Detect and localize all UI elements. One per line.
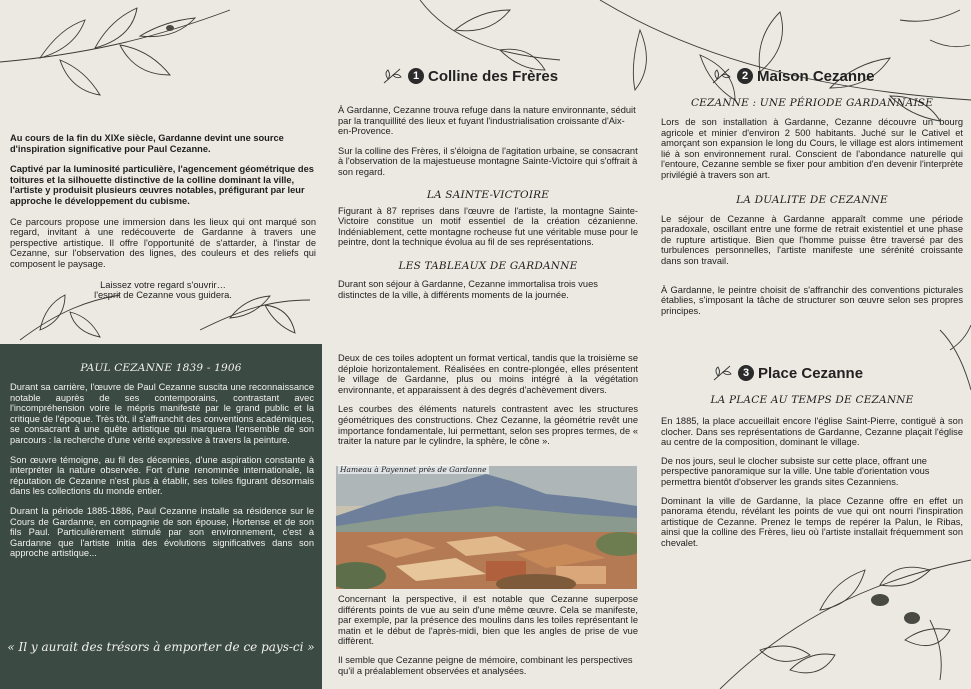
section-3-title: Place Cezanne: [758, 364, 864, 382]
section-1-paragraph-1: À Gardanne, Cezanne trouva refuge dans la nature environnante, séduit par la tranquillité des lieux et fuyant l'industrialisation croissante d'Aix-en-Provence.: [338, 105, 636, 137]
section-3-column: [661, 394, 963, 549]
section-1-paragraph-3: Figurant à 87 reprises dans l'œuvre de l'artiste, la montagne Sainte-Victoire constitue un motif essentiel de la création cézanienne. Indéniablement, cette montagne rocheuse fut une véritable muse pour le peintre, dont la technique évolua au fil de ses représentations.: [338, 205, 638, 248]
section-3-heading: [712, 364, 863, 382]
section-1-title: Colline des Frères: [428, 67, 559, 85]
section-1-subtitle-2: LES TABLEAUX DE GARDANNE: [398, 259, 578, 272]
olive-sprig-icon: [711, 67, 733, 85]
section-1-paragraph-4: Durant son séjour à Gardanne, Cezanne immortalisa trois vues distinctes de la ville, à différents moments de la journée.: [338, 278, 598, 300]
section-2-subtitle-1: CEZANNE : UNE PÉRIODE GARDANNAISE: [690, 97, 934, 109]
section-3-paragraph-1: En 1885, la place accueillait encore l'église Saint-Pierre, contiguë à son clocher. Dans ses représentations de Gardanne, Cezanne plaçait l'église au centre de la composition, dominant le village.: [661, 416, 963, 448]
section-1-paragraph-6: Les courbes des éléments naturels contrastent avec les structures géométriques des constructions. Chez Cezanne, la géométrie revêt une importance fondamentale, lui permettant, selon ses propres termes, de « traiter la nature par le cylindre, la sphère, le cône ».: [338, 404, 638, 447]
bio-paragraph-3: Durant la période 1885-1886, Paul Cezanne installe sa résidence sur le Cours de Gardanne, en compagnie de son épouse, Hortense et de son fils Paul. Particulièrement stimulé par son environnement, c'est à Gardanne que l'artiste initia des évolutions significatives dans son approche artistique...: [10, 505, 314, 559]
section-2-column: [661, 97, 963, 316]
section-2-paragraph-2: Le séjour de Cezanne à Gardanne apparaît comme une période paradoxale, oscillant entre une forme de retrait existentiel et une phase de rupture artistique. Bien que l'homme puisse être traversé par des turbulences personnelles, l'artiste manifeste une sérénité croissante dans son travail.: [661, 213, 963, 266]
cezanne-painting: [336, 466, 637, 589]
intro-paragraph: Ce parcours propose une immersion dans les lieux qui ont marqué son regard, invitant à une redécouverte de Gardanne à travers une perspective artistique. Il offre l'opportunité de s'attarder, à l'instar de Cezanne, sur l'observation des lignes, des couleurs et des reliefs qui composent le paysage.: [10, 216, 316, 269]
section-1-number: 1: [408, 68, 424, 84]
section-2-paragraph-3: À Gardanne, le peintre choisit de s'affranchir des conventions picturales établies, s'imposant la tâche de structurer son œuvre selon ses propres principes.: [661, 284, 963, 316]
section-2-paragraph-1: Lors de son installation à Gardanne, Cezanne découvre un bourg agricole et minier d'environ 2 500 habitants. Juché sur le Cativel et amorçant son expansion le long du Cours, le village est alors intimement lié à son environnement rural. Conscient de l'abondance naturelle qui l'entoure, Cezanne semble se fixer pour ambition d'en devenir l'interprète privilégié à travers son art.: [661, 117, 963, 180]
bio-title: PAUL CEZANNE 1839 - 1906: [80, 362, 242, 374]
section-1-column: [338, 105, 638, 300]
bio-panel: [0, 344, 322, 689]
section-1-column-bottom: [338, 594, 638, 676]
section-1-paragraph-8: Il semble que Cezanne peigne de mémoire, combinant les perspectives qu'il a préalablement observées et analysées.: [338, 654, 633, 676]
section-1-subtitle-1: LA SAINTE-VICTOIRE: [426, 188, 550, 201]
section-1-column-lower: [338, 353, 638, 447]
section-3-number: 3: [738, 365, 754, 381]
section-3-paragraph-3: Dominant la ville de Gardanne, la place Cezanne offre en effet un panorama étendu, révélant les points de vue qui ont nourri l'inspiration artistique de Cezanne. Prenez le temps de repérer la Palun, le Ribas, ainsi que la colline des Frères, lieu où l'artiste installait fréquemment son chevalet.: [661, 495, 963, 548]
olive-sprig-icon: [382, 67, 404, 85]
intro-closing-2: l'esprit de Cezanne vous guidera.: [94, 290, 232, 301]
section-3-paragraph-2: De nos jours, seul le clocher subsiste sur cette place, offrant une perspective panoramique sur la ville. Une table d'orientation vous permettra bientôt d'observer les grands sites Cezanniens.: [661, 455, 930, 487]
bio-paragraph-1: Durant sa carrière, l'œuvre de Paul Cezanne suscita une reconnaissance notable auprès de ses contemporains, contrastant avec l'incompréhension voire le mépris manifesté par le grand public et la critique de l'époque. Très tôt, il s'affranchit des conventions académiques, se consacrant à une quête artistique qui marquera l'ensemble de son parcours : la recherche d'une vérité expressive à travers la peinture.: [10, 382, 314, 445]
painting-caption: Hameau à Payennet près de Gardanne: [340, 465, 487, 474]
section-2-title: Maison Cezanne: [757, 67, 875, 85]
section-2-heading: [711, 67, 875, 85]
section-1-heading: [382, 67, 558, 85]
intro-bold-1: Au cours de la fin du XIXe siècle, Gardanne devint une source d'inspiration significative pour Paul Cezanne.: [10, 133, 284, 154]
olive-sprig-icon: [712, 364, 734, 382]
section-2-subtitle-2: LA DUALITE DE CEZANNE: [736, 193, 888, 206]
section-1-paragraph-5: Deux de ces toiles adoptent un format vertical, tandis que la troisième se déploie horizontalement. Réalisées en contre-plongée, elles présentent le village de Gardanne, plus ou moins intégré à la végétation environnante, et apparaissent à des degrés d'achèvement divers.: [338, 353, 638, 395]
section-3-subtitle-1: LA PLACE AU TEMPS DE CEZANNE: [710, 394, 914, 406]
section-1-paragraph-7: Concernant la perspective, il est notable que Cezanne superpose différents points de vue au sein d'une même œuvre. Cela se manifeste, par exemple, par la présence des moulins dans les toiles représentant le matin et le début de l'après-midi, bien que les angles de prise de vue diffèrent.: [338, 594, 638, 647]
section-2-number: 2: [737, 68, 753, 84]
intro-column: [10, 133, 316, 301]
intro-bold-2: Captivé par la luminosité particulière, l'agencement géométrique des toitures et la silhouette distinctive de la colline dominant la ville, l'artiste y produisit plusieurs œuvres notables, préfigurant par leur approche le développement du cubisme.: [10, 164, 314, 206]
section-1-paragraph-2: Sur la colline des Frères, il s'éloigna de l'agitation urbaine, se consacrant à l'observation de la majestueuse montagne Sainte-Victoire qui s'offrait à son regard.: [338, 145, 638, 177]
intro-closing-1: Laissez votre regard s'ouvrir…: [100, 279, 226, 290]
bio-paragraph-2: Son œuvre témoigne, au fil des décennies, d'une aspiration constante à interpréter la nature observée. Fort d'une renommée internationale, la réputation de Cezanne n'est plus à établir, ses toiles figurant désormais dans les collections du monde entier.: [10, 454, 314, 497]
bio-quote: « Il y aurait des trésors à emporter de ce pays-ci »: [7, 640, 315, 654]
